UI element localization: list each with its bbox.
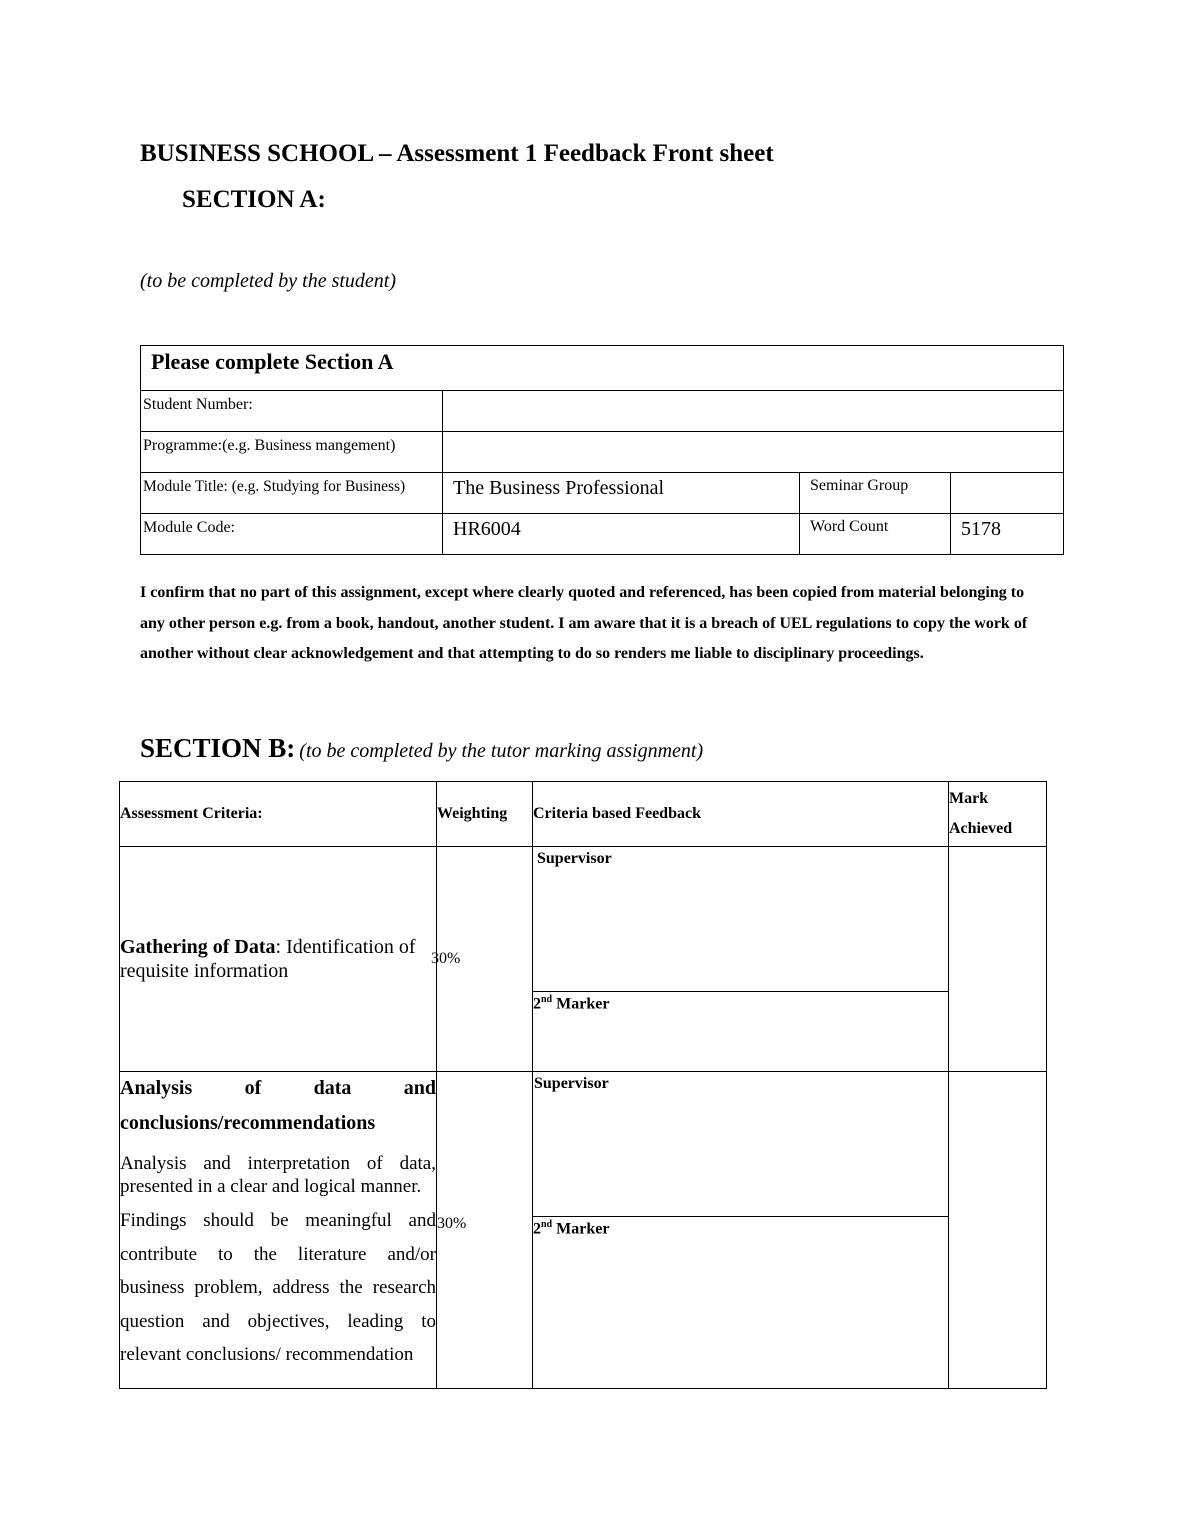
col-mark-line2: Achieved	[949, 820, 1013, 837]
section-b-heading: SECTION B:	[140, 733, 296, 763]
section-b-table	[119, 781, 1047, 1389]
col-mark-achieved	[949, 782, 1047, 847]
word-count-field[interactable]: 5178	[951, 514, 1064, 555]
supervisor-label: Supervisor	[537, 850, 612, 867]
criteria-desc-line: contribute to the literature and/or	[120, 1243, 436, 1265]
weighting-value: 30%	[431, 950, 461, 967]
feedback-cell	[533, 847, 949, 1072]
mark-achieved-cell[interactable]	[949, 847, 1047, 1072]
word-count-label: Word Count	[800, 514, 951, 555]
supervisor-label: Supervisor	[534, 1075, 609, 1092]
criteria-cell	[120, 847, 437, 1072]
section-a-table-heading: Please complete Section A	[141, 346, 1064, 391]
criteria-desc-line: Findings should be meaningful and	[120, 1210, 436, 1231]
criteria-description-2	[120, 1204, 436, 1372]
col-mark-line1: Mark	[949, 790, 989, 807]
second-marker-feedback[interactable]	[533, 992, 948, 1013]
student-number-label: Student Number:	[141, 391, 443, 432]
module-code-label: Module Code:	[141, 514, 443, 555]
feedback-cell	[533, 1072, 949, 1389]
page-title: BUSINESS SCHOOL – Assessment 1 Feedback Front sheet	[140, 140, 774, 167]
weighting-cell	[431, 847, 533, 1072]
plagiarism-declaration: I confirm that no part of this assignment, except where clearly quoted and referenced, has been copied from material belonging to any other person e.g. from a book, handout, another student. I am aware that it is a breach of UEL regulations to copy the work of another without clear acknowledgement and that attempting to do so renders me liable to disciplinary proceedings.	[140, 584, 1028, 662]
col-weighting: Weighting	[437, 782, 533, 847]
section-b-note: (to be completed by the tutor marking assignment)	[299, 740, 704, 762]
seminar-group-field[interactable]	[951, 473, 1064, 514]
second-marker-feedback[interactable]	[533, 1217, 948, 1238]
second-marker-label: Marker	[552, 995, 610, 1013]
criteria-title-line1	[120, 1073, 436, 1103]
supervisor-feedback[interactable]	[533, 1072, 948, 1217]
second-marker-sup: nd	[541, 1219, 553, 1230]
criteria-title-word: Analysis	[120, 1077, 193, 1099]
second-marker-num: 2	[533, 1220, 541, 1238]
second-marker-label: Marker	[552, 1220, 610, 1238]
module-title-field[interactable]: The Business Professional	[443, 473, 800, 514]
criteria-row	[120, 1072, 1047, 1389]
module-code-field[interactable]: HR6004	[443, 514, 800, 555]
module-title-label: Module Title: (e.g. Studying for Business)	[141, 473, 443, 514]
criteria-cell	[120, 1072, 437, 1389]
criteria-title-word: and	[403, 1077, 436, 1099]
seminar-group-label: Seminar Group	[800, 473, 951, 514]
mark-achieved-cell[interactable]	[949, 1072, 1047, 1389]
criteria-title-word: of	[244, 1077, 262, 1099]
criteria-desc-line: question and objectives, leading to	[120, 1310, 436, 1332]
criteria-title: Gathering of Data	[120, 936, 276, 958]
col-assessment-criteria: Assessment Criteria:	[120, 782, 437, 847]
second-marker-num: 2	[533, 995, 541, 1013]
student-number-field[interactable]	[443, 391, 1064, 432]
criteria-title-line2: conclusions/recommendations	[120, 1112, 376, 1134]
weighting-cell	[437, 1072, 533, 1389]
criteria-row	[120, 847, 1047, 1072]
second-marker-sup: nd	[541, 994, 553, 1005]
criteria-description: Analysis and interpretation of data, presented in a clear and logical manner.	[120, 1153, 436, 1197]
section-a-table	[140, 345, 1064, 555]
student-note: (to be completed by the student)	[140, 270, 397, 292]
programme-label: Programme:(e.g. Business mangement)	[141, 432, 443, 473]
criteria-description: : Identification of requisite information	[120, 936, 416, 982]
criteria-title-word: data	[313, 1077, 352, 1099]
section-a-heading: SECTION A:	[182, 186, 326, 213]
supervisor-feedback[interactable]	[533, 847, 948, 992]
section-b-heading-row	[140, 733, 703, 764]
col-feedback: Criteria based Feedback	[533, 782, 949, 847]
criteria-desc-line: relevant conclusions/ recommendation	[120, 1344, 414, 1366]
weighting-value: 30%	[437, 1215, 467, 1232]
programme-field[interactable]	[443, 432, 1064, 473]
criteria-desc-line: business problem, address the research	[120, 1277, 436, 1299]
